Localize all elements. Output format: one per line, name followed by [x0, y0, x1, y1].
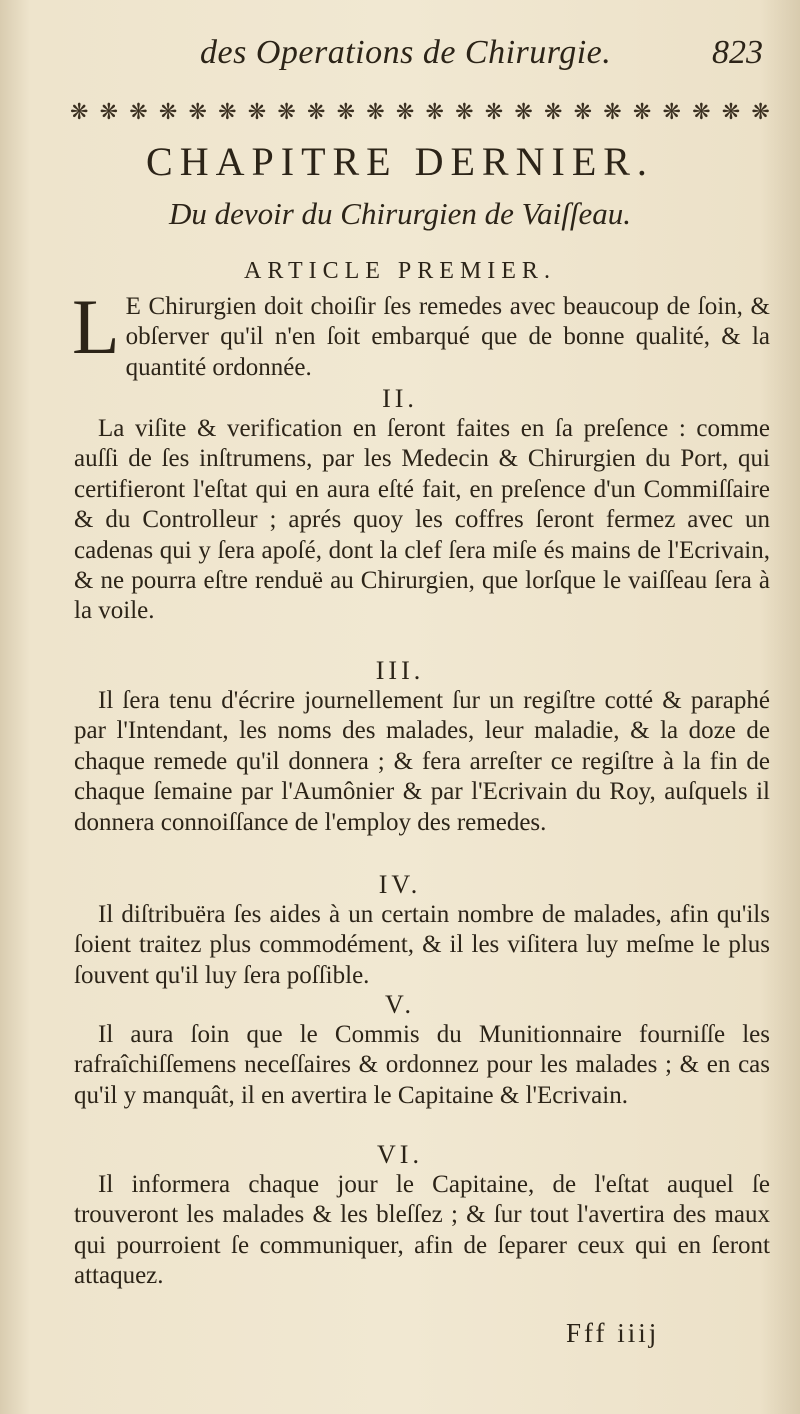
signature-mark: Fff iiij — [566, 1318, 660, 1348]
page-number: 823 — [712, 34, 763, 71]
section-2-text: La viſite & verification en ſeront faites en ſa preſence : comme auſſi de ſes inſtrumens, par les Medecin & Chirurgien du Port, qui certifieront l'eſtat qui en aura eſté fait, en preſence d'un Commiſſaire & du Controlleur ; aprés quoy les coffres ſeront fermez avec un cadenas qui y ſera apoſé, dont la clef ſera miſe és mains de l'Ecrivain, & ne pourra eſtre renduë au Chirurgien, que lorſque le vaiſſeau ſera à la voile. — [74, 415, 770, 625]
fleuron-ornament-icon: ❋ — [129, 100, 148, 124]
fleuron-ornament-icon: ❋ — [662, 100, 681, 124]
running-head — [0, 26, 800, 86]
fleuron-ornament-icon: ❋ — [632, 100, 652, 124]
fleuron-ornament-icon: ❋ — [692, 100, 711, 124]
fleuron-ornament-icon: ❋ — [425, 100, 444, 124]
fleuron-ornament-icon: ❋ — [70, 100, 89, 124]
fleuron-ornament-icon: ❋ — [455, 100, 474, 124]
decorative-ornament-band — [70, 100, 770, 124]
fleuron-ornament-icon: ❋ — [751, 100, 770, 124]
fleuron-ornament-icon: ❋ — [721, 100, 741, 124]
section-6-numeral: VI. — [377, 1140, 423, 1169]
fleuron-ornament-icon: ❋ — [544, 100, 563, 124]
fleuron-ornament-icon: ❋ — [573, 100, 593, 124]
fleuron-ornament-icon: ❋ — [514, 100, 533, 124]
fleuron-ornament-icon: ❋ — [603, 100, 622, 124]
section-1-paragraph — [72, 283, 770, 383]
section-3-text: Il ſera tenu d'écrire journellement ſur un regiſtre cotté & paraphé par l'Intendant, les noms des malades, leur maladie, & la doze de chaque remede qu'il donnera ; & fera arreſter ce regiſtre à la fin de chaque ſemaine par l'Aumônier & par l'Ecrivain du Roy, auſquels il donnera connoiſſance de l'employ des remedes. — [74, 687, 770, 836]
chapter-title: CHAPITRE DERNIER. — [146, 139, 654, 184]
fleuron-ornament-icon: ❋ — [218, 100, 237, 124]
fleuron-ornament-icon: ❋ — [366, 100, 385, 124]
fleuron-ornament-icon: ❋ — [484, 100, 504, 124]
section-2-numeral: II. — [382, 384, 418, 413]
fleuron-ornament-icon: ❋ — [336, 100, 356, 124]
fleuron-ornament-icon: ❋ — [99, 100, 119, 124]
section-3-numeral: III. — [375, 656, 425, 685]
section-4-text: Il diſtribuëra ſes aides à un certain nombre de malades, afin qu'ils ſoient traitez plus commodément, & il les viſitera luy meſme le plus ſouvent qu'il luy ſera poſſible. — [74, 901, 770, 989]
fleuron-ornament-icon: ❋ — [247, 100, 267, 124]
fleuron-ornament-icon: ❋ — [277, 100, 296, 124]
fleuron-ornament-icon: ❋ — [307, 100, 326, 124]
fleuron-ornament-icon: ❋ — [395, 100, 415, 124]
running-head-title: des Operations de Chirurgie. — [200, 34, 612, 71]
section-4-numeral: IV. — [378, 870, 422, 899]
section-5-numeral: V. — [385, 990, 415, 1019]
section-1-text: E Chirurgien doit choiſir ſes remedes avec beaucoup de ſoin, & obſerver qu'il n'en ſoit embarqué que de bonne qualité, & la quantité ordonnée. — [125, 293, 770, 381]
drop-cap: L — [72, 283, 120, 370]
section-6-text: Il informera chaque jour le Capitaine, de l'eſtat auquel ſe trouveront les malades & les bleſſez ; & ſur tout l'avertira des maux qui pourroient ſe communiquer, afin de ſeparer ceux qui en ſeront attaquez. — [74, 1171, 770, 1290]
article-heading: ARTICLE PREMIER. — [244, 258, 556, 284]
chapter-subtitle: Du devoir du Chirurgien de Vaiſſeau. — [168, 196, 632, 231]
fleuron-ornament-icon: ❋ — [188, 100, 207, 124]
section-5-text: Il aura ſoin que le Commis du Munitionnaire fourniſſe les rafraîchiſſemens neceſſaires & ordonnez pour les malades ; & en cas qu'il y manquât, il en avertira le Capitaine & l'Ecrivain. — [74, 1021, 770, 1109]
fleuron-ornament-icon: ❋ — [158, 100, 178, 124]
